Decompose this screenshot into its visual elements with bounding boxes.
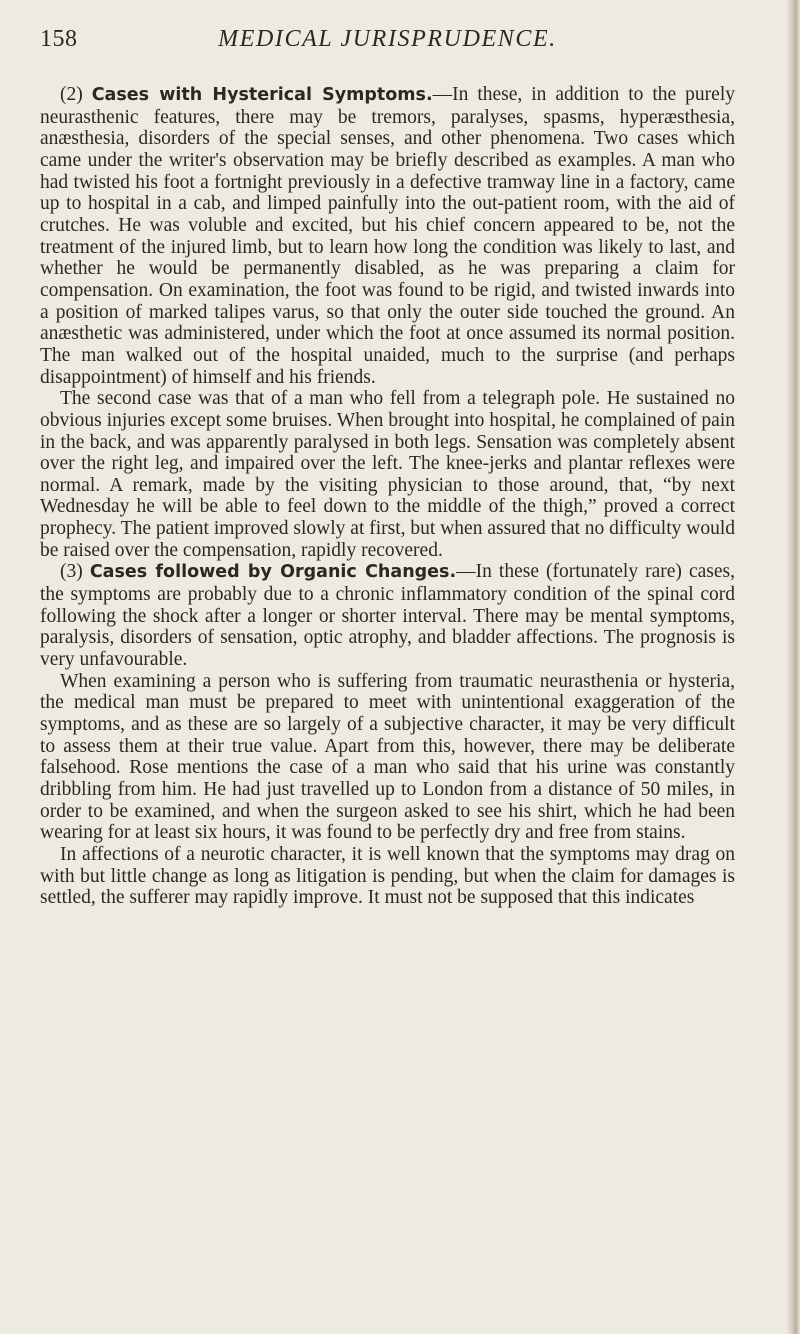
paragraph-text: The second case was that of a man who fell from a telegraph pole. He sustained no obvious injuries except some bruises. When brought into hospital, he complained of pain in the back, and was apparently paralysed in both legs. Sensation was completely absent over the right leg, and impaired over the left. The knee-jerks and plantar reflexes were normal. A remark, made by the visiting physician to those around, that, “by next Wednesday he will be able to feel down to the middle of the thigh,” proved a correct prophecy. The patient improved slowly at first, but when assured that no difficulty would be raised over the compensation, rapidly recovered. <box>40 388 736 561</box>
section-heading: Cases with Hysterical Symptoms. <box>91 85 433 105</box>
paragraph-text: In affections of a neurotic character, it is well known that the symptoms may drag on with but little change as long as litigation is pending, but when the claim for damages is settled, the sufferer may rapidly improve. It must not be supposed that this indicates <box>40 843 735 909</box>
page-header <box>40 26 735 60</box>
paragraph-text: —In these, in addition to the purely neurasthenic features, there may be tremors, paralyses, spasms, hyperæsthesia, anæsthesia, disorders of the special senses, and other phenomena. Two cases which came under the writer's observation may be briefly described as examples. A man who had twisted his foot a fortnight previously in a defective tramway line in a factory, came up to hospital in a cab, and limped painfully into the out-patient room, with the aid of crutches. He was voluble and excited, but his chief concern appeared to be, not the treatment of the injured limb, but to learn how long the condition was likely to last, and whether he would be permanently disabled, as he was preparing a claim for compensation. On examination, the foot was found to be rigid, and twisted inwards into a position of marked talipes varus, so that only the outer side touched the ground. An anæsthetic was administered, under which the foot at once assumed its normal position. The man walked out of the hospital unaided, much to the surprise (and perhaps disappointment) of himself and his friends. <box>40 84 735 388</box>
paragraph-text: When examining a person who is suffering from traumatic neurasthenia or hysteria, the medical man must be prepared to meet with unintentional exaggeration of the symptoms, and as these are so largely of a subjective character, it may be very difficult to assess them at their true value. Apart from this, however, there may be deliberate falsehood. Rose mentions the case of a man who said that his urine was constantly dribbling from him. He had just travelled up to London from a distance of 50 miles, in order to be examined, and when the surgeon asked to see his shirt, which he had been wearing for at least six hours, it was found to be perfectly dry and free from stains. <box>40 670 735 844</box>
paragraph-hysterical-symptoms <box>40 84 735 388</box>
paragraph-neurotic-affections <box>40 844 735 909</box>
paragraph-text: —In these (fortunately rare) cases, the symptoms are probably due to a chronic inflammatory condition of the spinal cord following the shock after a longer or shorter interval. There may be mental symptoms, paralysis, disorders of sensation, optic atrophy, and bladder affections. The prognosis is very unfavourable. <box>40 561 735 671</box>
body-text <box>40 84 735 909</box>
paragraph-second-case <box>40 388 735 561</box>
paragraph-examining <box>40 671 735 844</box>
paragraph-organic-changes <box>40 561 735 670</box>
page-number: 158 <box>40 26 78 52</box>
section-number: (3) <box>60 561 83 583</box>
page-edge-shadow <box>786 0 800 1334</box>
section-heading: Cases followed by Organic Changes. <box>89 562 457 583</box>
running-title: MEDICAL JURISPRUDENCE. <box>218 26 557 52</box>
section-number: (2) <box>60 84 83 105</box>
